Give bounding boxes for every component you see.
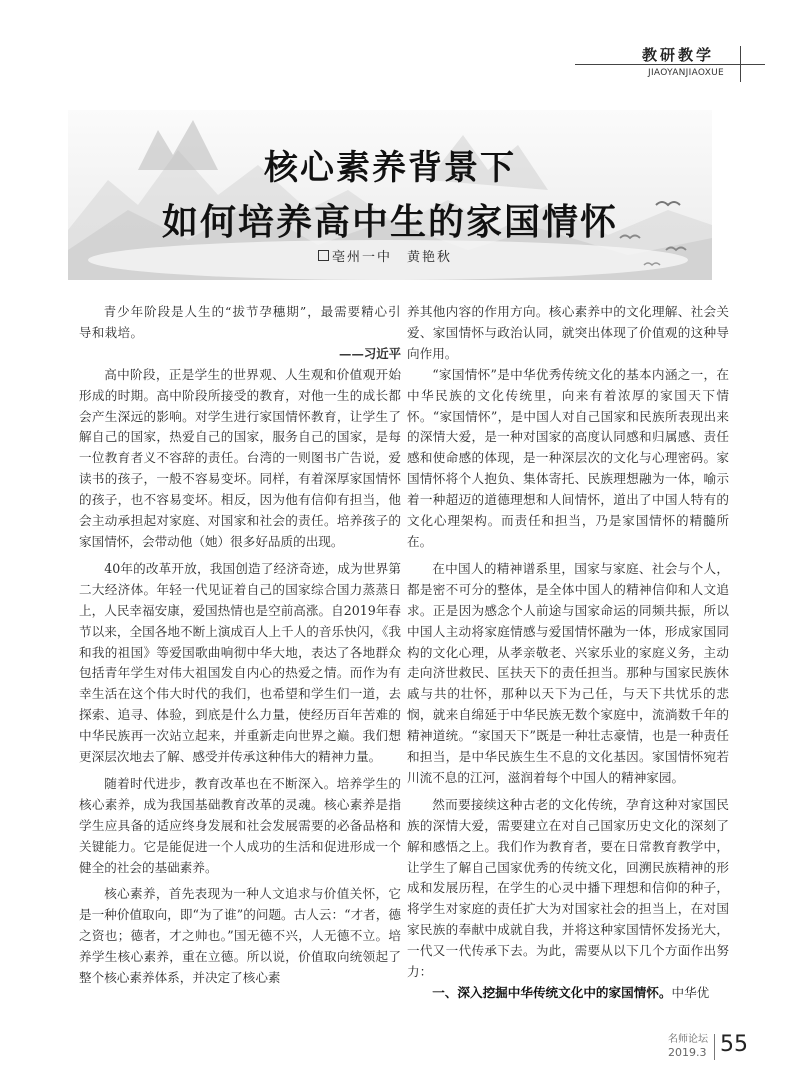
section-pinyin: JIAOYANJIAOXUE bbox=[648, 68, 725, 78]
page-number: 55 bbox=[720, 1032, 748, 1057]
page-footer bbox=[640, 1030, 780, 1070]
article-banner bbox=[68, 110, 712, 280]
left-column bbox=[79, 302, 401, 989]
section-heading: 一、深入挖掘中华传统文化中的家国情怀。 bbox=[432, 985, 672, 1000]
section-heading-tail: 中华优 bbox=[671, 985, 710, 1000]
body-paragraph: 核心素养，首先表现为一种人文追求与价值关怀，它是一种价值取向，即“为了谁”的问题。古人云：“才者，德之资也；德者，才之帅也。”国无德不兴，人无德不立。培养学生核心素养，重在立德。所以说，价值取向统领起了整个核心素养体系，并决定了核心素 bbox=[79, 886, 401, 986]
section-heading-paragraph bbox=[407, 983, 729, 1004]
article-title-line2: 如何培养高中生的家国情怀 bbox=[161, 202, 618, 243]
footer-divider bbox=[714, 1034, 715, 1060]
body-paragraph: 高中阶段，正是学生的世界观、人生观和价值观开始形成的时期。高中阶段所接受的教育，对他一生的成长都会产生深远的影响。对学生进行家国情怀教育，让学生了解自己的国家，热爱自己的国家，服务自己的国家，是每一位教育者义不容辞的责任。台湾的一则图书广告说，爱读书的孩子，一般不容易变坏。同样，有着深厚家国情怀的孩子，也不容易变坏。相反，因为他有信仰有担当，他会主动承担起对家庭、对国家和社会的责任。培养孩子的家国情怀，会带动他（她）很多好品质的出现。 bbox=[79, 366, 401, 549]
byline-square-icon bbox=[318, 250, 329, 261]
body-paragraph: 然而要接续这种古老的文化传统，孕育这种对家国民族的深情大爱，需要建立在对自己国家历史文化的深刻了解和感悟之上。我们作为教育者，要在日常教育教学中，让学生了解自己国家优秀的传统文化，回溯民族精神的形成和发展历程，在学生的心灵中播下理想和信仰的种子，将学生对家庭的责任扩大为对国家社会的担当上，在对国家民族的奉献中成就自我，并将这种家国情怀发扬光大，一代又一代传承下去。为此，需要从以下几个方面作出努力： bbox=[407, 796, 729, 980]
article-title-line1: 核心素养背景下 bbox=[264, 148, 516, 188]
body-paragraph: 40年的改革开放，我国创造了经济奇迹，成为世界第二大经济体。年轻一代见证着自己的国家综合国力蒸蒸日上，人民幸福安康，爱国热情也是空前高涨。自2019年春节以来，全国各地不断上演成百人上千人的音乐快闪，《我和我的祖国》等爱国歌曲响彻中华大地，表达了各地群众包括青年学生对伟大祖国发自内心的热爱之情。而作为有幸生活在这个伟大时代的我们，也希望和学生们一道，去探索、追寻、体验，到底是什么力量，使经历百年苦难的中华民族再一次站立起来，并重新走向世界之巅。我们想更深层次地去了解、感受并传承这种伟大的精神力量。 bbox=[79, 560, 401, 765]
article-byline bbox=[318, 246, 452, 265]
right-column bbox=[407, 302, 729, 1004]
byline-text: 亳州一中 黄艳秋 bbox=[332, 250, 453, 265]
body-paragraph-continued: 养其他内容的作用方向。核心素养中的文化理解、社会关爱、家国情怀与政治认同，就突出体现了价值观的这种导向作用。 bbox=[407, 304, 729, 361]
issue-number: 2019.3 bbox=[668, 1046, 707, 1059]
body-paragraph: “家国情怀”是中华优秀传统文化的基本内涵之一，在中华民族的文化传统里，向来有着浓厚的家国天下情怀。“家国情怀”，是中国人对自己国家和民族所表现出来的深情大爱，是一种对国家的高度认同感和归属感、责任感和使命感的体现，是一种深层次的文化与心理密码。家国情怀将个人抱负、集体寄托、民族理想融为一体，喻示着一种超迈的道德理想和人间情怀，道出了中国人特有的文化心理架构。而责任和担当，乃是家国情怀的精髓所在。 bbox=[407, 366, 729, 549]
body-paragraph: 在中国人的精神谱系里，国家与家庭、社会与个人，都是密不可分的整体，是全体中国人的精神信仰和人文追求。正是因为感念个人前途与国家命运的同频共振，所以中国人主动将家庭情感与爱国情怀融为一体，形成家国同构的文化心理，从孝亲敬老、兴家乐业的家庭义务，主动走向济世救民、匡扶天下的责任担当。那种与国家民族休戚与共的壮怀，那种以天下为己任，与天下共忧乐的悲悯，就来自绵延于中华民族无数个家庭中，流淌数千年的精神道统。“家国天下”既是一种壮志豪情，也是一种责任和担当，是中华民族生生不息的文化基因。家国情怀宛若川流不息的江河，滋润着每个中国人的精神家园。 bbox=[407, 560, 729, 785]
epigraph-attribution: ——习近平 bbox=[339, 345, 401, 361]
body-paragraph: 随着时代进步，教育改革也在不断深入。培养学生的核心素养，成为我国基础教育改革的灵魂。核心素养是指学生应具备的适应终身发展和社会发展需要的必备品格和关键能力。它是能促进一个人成功的生活和促进形成一个健全的社会的基础素养。 bbox=[79, 775, 401, 875]
epigraph-quote: 青少年阶段是人生的“拔节孕穗期”，最需要精心引导和栽培。 bbox=[79, 304, 401, 340]
page-header bbox=[0, 42, 800, 92]
section-title: 教研教学 bbox=[642, 46, 715, 64]
journal-name: 名师论坛 bbox=[668, 1034, 708, 1045]
